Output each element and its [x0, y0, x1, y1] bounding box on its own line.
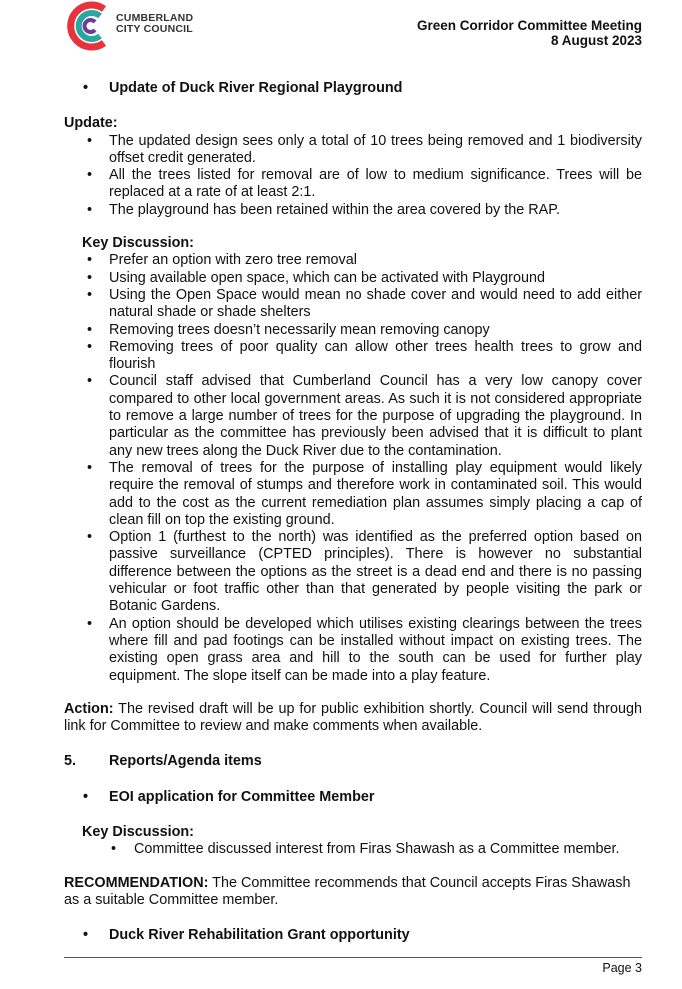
list-item: • Council staff advised that Cumberland Council has a very low canopy cover compared to other local government areas. As such it is not considered appropriate to remove a large number of trees for the purpose of upgrading the playground. In particular as the committee has previously been advised that it is difficult to plant any new trees along the Duck River due to the contamination.: [87, 373, 642, 459]
update-label: Update:: [64, 115, 118, 132]
update-list: [64, 133, 642, 219]
list-item: • Removing trees doesn’t necessarily mean removing canopy: [87, 321, 490, 338]
council-logo-text: [116, 13, 193, 35]
list-item: • Option 1 (furthest to the north) was identified as the preferred option based on passive surveillance (CPTED principles). There is however no substantial difference between the options as the street is a dead end and there is no passing vehicular or foot traffic other than that generated by people visiting the park or Botanic Gardens.: [87, 529, 642, 615]
list-item: • All the trees listed for removal are of low to medium significance. Trees will be replaced at a rate of at least 2:1.: [87, 167, 642, 201]
action-label: Action:: [64, 700, 114, 717]
bullet-icon: •: [83, 80, 89, 96]
list-item: • The updated design sees only a total of 10 trees being removed and 1 biodiversity offset credit generated.: [87, 132, 642, 166]
section-heading: [64, 753, 642, 770]
list-item: • Using the Open Space would mean no shade cover and would need to add either natural shade or shade shelters: [87, 286, 642, 321]
item1-title: Update of Duck River Regional Playground: [109, 80, 403, 96]
page-number: Page 3: [602, 961, 642, 975]
bullet-icon: •: [83, 788, 89, 805]
bullet-icon: •: [83, 927, 89, 944]
recommendation-label: RECOMMENDATION:: [64, 874, 209, 891]
key-discussion-label: Key Discussion:: [82, 235, 194, 252]
list-item: • Committee discussed interest from Firas Shawash as a Committee member.: [111, 841, 620, 858]
item3-title: Duck River Rehabilitation Grant opportunity: [109, 927, 410, 944]
key-discussion-label: Key Discussion:: [82, 823, 194, 840]
logo-line-2: CITY COUNCIL: [116, 23, 193, 35]
key-discussion-list: [64, 252, 642, 684]
list-item: • Prefer an option with zero tree removal: [87, 252, 357, 269]
list-item: • The playground has been retained within the area covered by the RAP.: [87, 201, 560, 218]
list-item: • The removal of trees for the purpose of installing play equipment would likely require the removal of stumps and therefore work in contaminated soil. This would add to the cost as the current remediation plan assumes simply placing a cap of clean fill on top the existing ground.: [87, 459, 642, 528]
meeting-title: Green Corridor Committee Meeting: [416, 18, 642, 33]
recommendation-text: The Committee recommends that Council accepts Firas Shawash as a suitable Committee member.: [64, 874, 631, 908]
item2-title: EOI application for Committee Member: [109, 788, 375, 805]
agenda-item-title: [64, 80, 642, 97]
key-discussion-list-2: [64, 841, 642, 858]
action-paragraph: [64, 701, 642, 736]
meeting-date: 8 August 2023: [550, 33, 642, 48]
action-text: The revised draft will be up for public exhibition shortly. Council will send through link for Committee to review and make comments when available.: [64, 700, 642, 735]
agenda-item-title: [64, 927, 642, 944]
council-logo-icon: [64, 0, 116, 52]
document-body: [64, 80, 642, 944]
agenda-item-title: [64, 789, 642, 806]
list-item: • An option should be developed which utilises existing clearings between the trees where fill and pad footings can be installed without impact on existing trees. The existing open grass area and hill to the south can be used for further play equipment. The slope itself can be made into a play feature.: [87, 615, 642, 684]
logo-line-1: CUMBERLAND: [116, 12, 194, 24]
section-title: Reports/Agenda items: [109, 753, 262, 770]
document-header: [417, 18, 642, 48]
recommendation-paragraph: [64, 875, 642, 910]
footer-divider: [64, 957, 642, 958]
list-item: • Removing trees of poor quality can allow other trees health trees to grow and flourish: [87, 338, 642, 373]
section-number: 5.: [64, 753, 77, 770]
list-item: • Using available open space, which can be activated with Playground: [87, 269, 545, 286]
